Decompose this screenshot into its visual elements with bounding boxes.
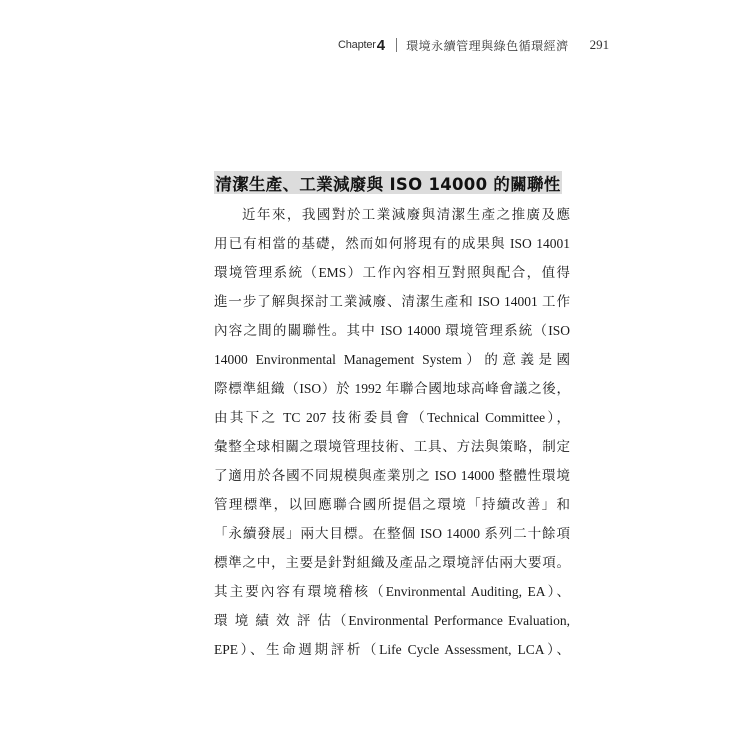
paragraph-line: 進一步了解與探討工業減廢、清潔生產和 ISO 14001 工作 <box>214 294 570 309</box>
paragraph-line: 環境管理系統（EMS）工作內容相互對照與配合，值得 <box>214 265 570 280</box>
page-number: 291 <box>589 37 610 52</box>
paragraph-line: 近年來，我國對於工業減廢與清潔生產之推廣及應 <box>242 207 570 222</box>
body-paragraph <box>214 200 570 664</box>
chapter-label: Chapter <box>338 39 376 51</box>
paragraph-line: 其主要內容有環境稽核（Environmental Auditing, EA）、 <box>214 584 570 599</box>
paragraph-line: 了適用於各國不同規模與產業別之 ISO 14000 整體性環境 <box>214 468 570 483</box>
section-heading: 清潔生產、工業減廢與 ISO 14000 的關聯性 <box>214 171 562 194</box>
chapter-title: 環境永續管理與綠色循環經濟 <box>406 38 569 53</box>
paragraph-line: 「永續發展」兩大目標。在整個 ISO 14000 系列二十餘項 <box>214 526 570 541</box>
paragraph-line: 環 境 績 效 評 估（Environmental Performance Evaluation, <box>214 613 570 628</box>
header-divider <box>396 38 397 52</box>
paragraph-line: 14000 Environmental Management System）的意義是國 <box>214 352 570 367</box>
paragraph-line: 內容之間的關聯性。其中 ISO 14000 環境管理系統（ISO <box>214 323 570 338</box>
paragraph-line: 管理標準，以回應聯合國所提倡之環境「持續改善」和 <box>214 497 570 512</box>
paragraph-line: EPE）、生命週期評析（Life Cycle Assessment, LCA）、 <box>214 642 570 657</box>
paragraph-line: 彙整全球相關之環境管理技術、工具、方法與策略，制定 <box>214 439 570 454</box>
chapter-number: 4 <box>376 36 386 54</box>
paragraph-line: 由其下之 TC 207 技術委員會（Technical Committee）， <box>214 410 570 425</box>
paragraph-line: 用已有相當的基礎，然而如何將現有的成果與 ISO 14001 <box>214 236 570 251</box>
running-head <box>338 35 609 55</box>
paragraph-line: 際標準組織（ISO）於 1992 年聯合國地球高峰會議之後， <box>214 381 570 396</box>
paragraph-line: 標準之中，主要是針對組織及產品之環境評估兩大要項。 <box>214 555 570 570</box>
